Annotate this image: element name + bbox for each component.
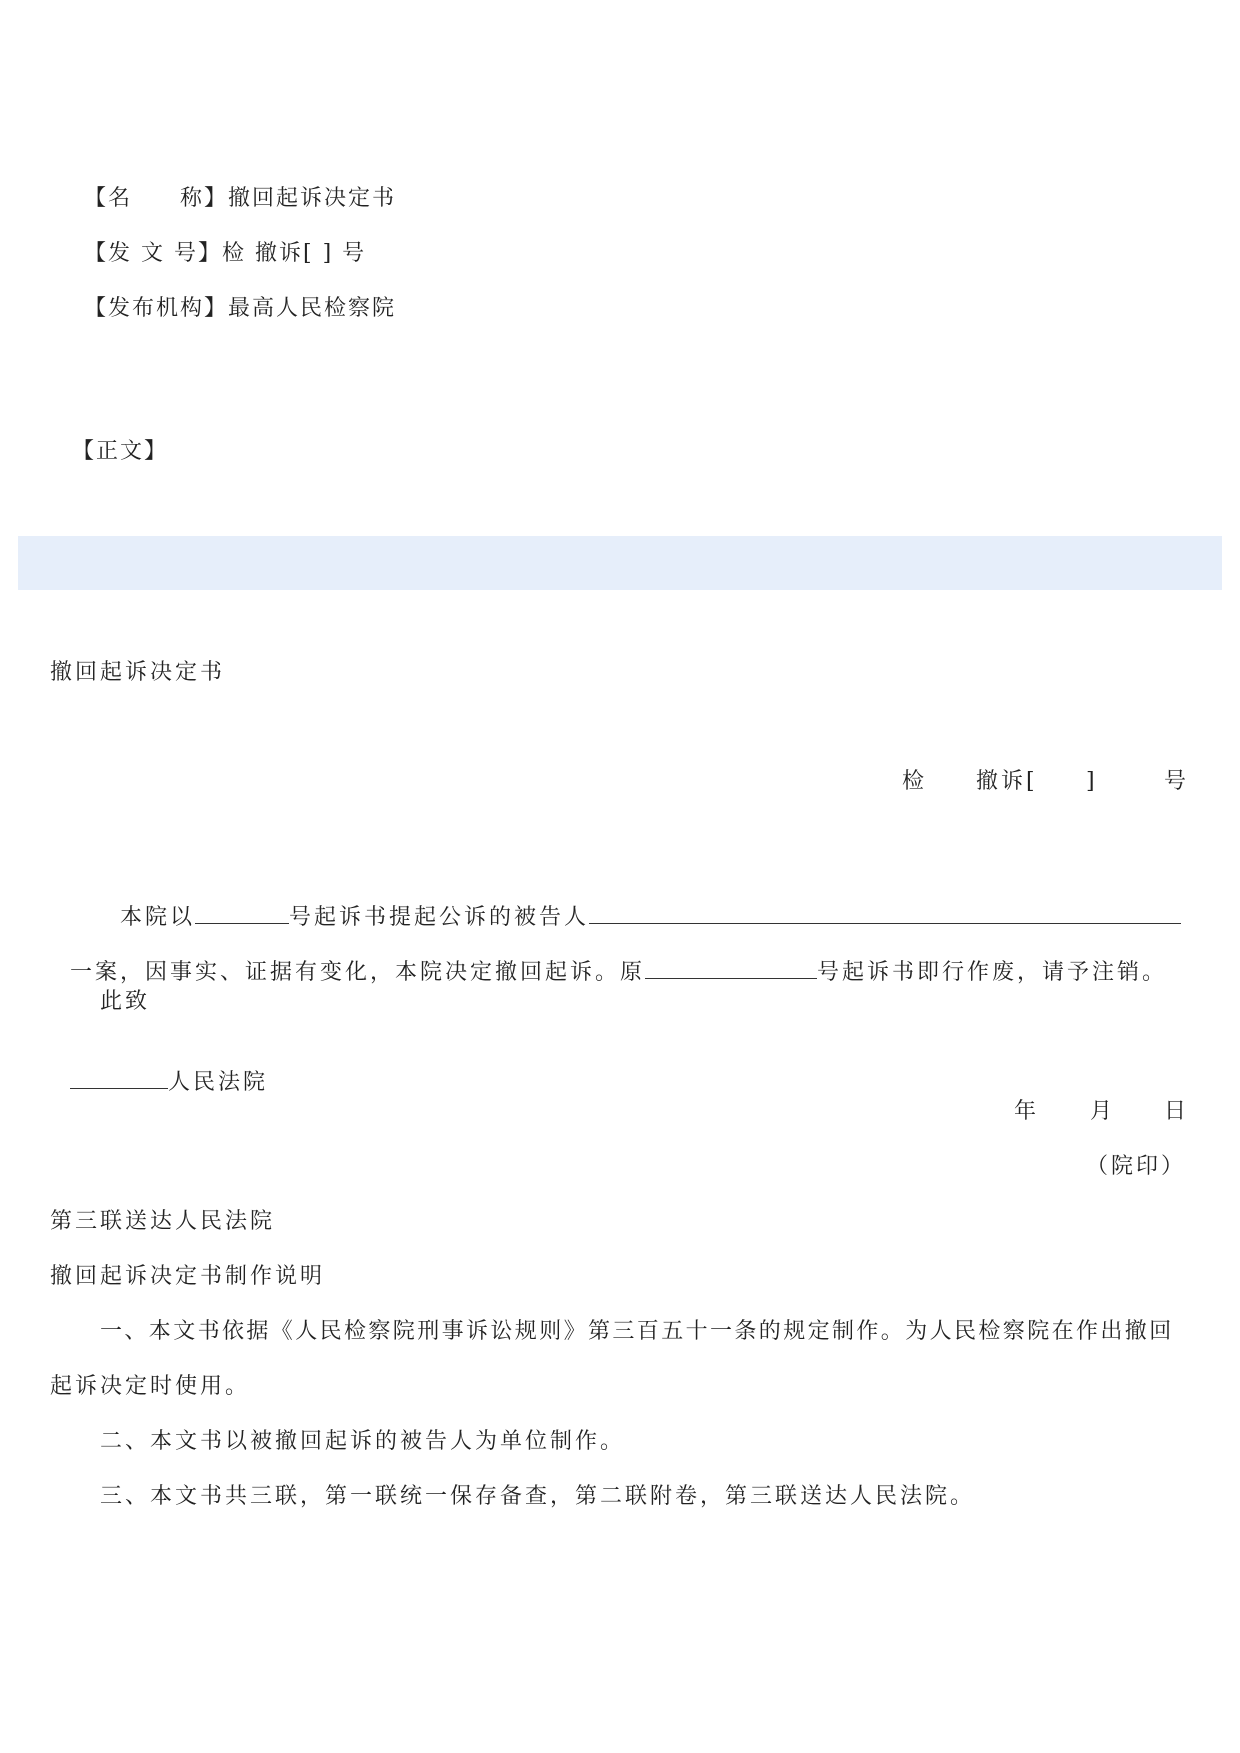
date-year: 年 [1014,1099,1040,1124]
instruction-item-1-line-1: 一、本文书依据《人民检察院刑事诉讼规则》第三百五十一条的规定制作。为人民检察院在作出撤回 [100,1319,1174,1344]
copy-note: 第三联送达人民法院 [50,1209,276,1234]
docno-value: 检 撤诉[ ] 号 [222,241,367,266]
doc-number-prefix: 检 [902,769,928,794]
para1-text-b: 号起诉书提起公诉的被告人 [289,905,590,930]
instruction-item-2: 二、本文书以被撤回起诉的被告人为单位制作。 [100,1429,626,1454]
docno-row [66,221,366,265]
name-value: 撤回起诉决定书 [228,186,397,211]
doc-number-mid: 撤诉[ [976,769,1038,794]
defendant-blank [589,903,1181,924]
para2-text-b: 号起诉书即行作废，请予注销。 [817,960,1168,985]
highlight-band [18,536,1222,590]
docno-label: 【发 文 号】 [84,241,222,266]
name-label: 【名 称】 [84,186,229,211]
case-number-blank [195,903,289,924]
issuer-value: 最高人民检察院 [228,296,397,321]
doc-title: 撤回起诉决定书 [50,660,226,685]
instruction-item-3: 三、本文书共三联，第一联统一保存备查，第二联附卷，第三联送达人民法院。 [100,1484,976,1509]
instruction-item-1-line-2: 起诉决定时使用。 [50,1374,251,1399]
court-line [50,1046,268,1094]
para2-text-a: 一案，因事实、证据有变化，本院决定撤回起诉。原 [70,960,646,985]
date-day: 日 [1164,1099,1190,1124]
seal-note: （院印） [1086,1154,1187,1179]
salutation: 此致 [100,989,151,1014]
date-month: 月 [1090,1099,1116,1124]
issuer-label: 【发布机构】 [84,296,229,321]
original-number-blank [645,958,817,979]
paragraph-2 [50,936,1167,984]
court-name-blank [70,1068,168,1089]
para1-text-a: 本院以 [120,905,196,930]
court-suffix: 人民法院 [168,1070,269,1095]
paragraph-1 [100,881,1181,929]
doc-number-bracket: ] [1086,769,1098,794]
instructions-title: 撤回起诉决定书制作说明 [50,1264,326,1289]
name-row [66,166,396,210]
body-label: 【正文】 [72,439,169,464]
doc-number-suffix: 号 [1164,769,1190,794]
issuer-row [66,276,396,320]
